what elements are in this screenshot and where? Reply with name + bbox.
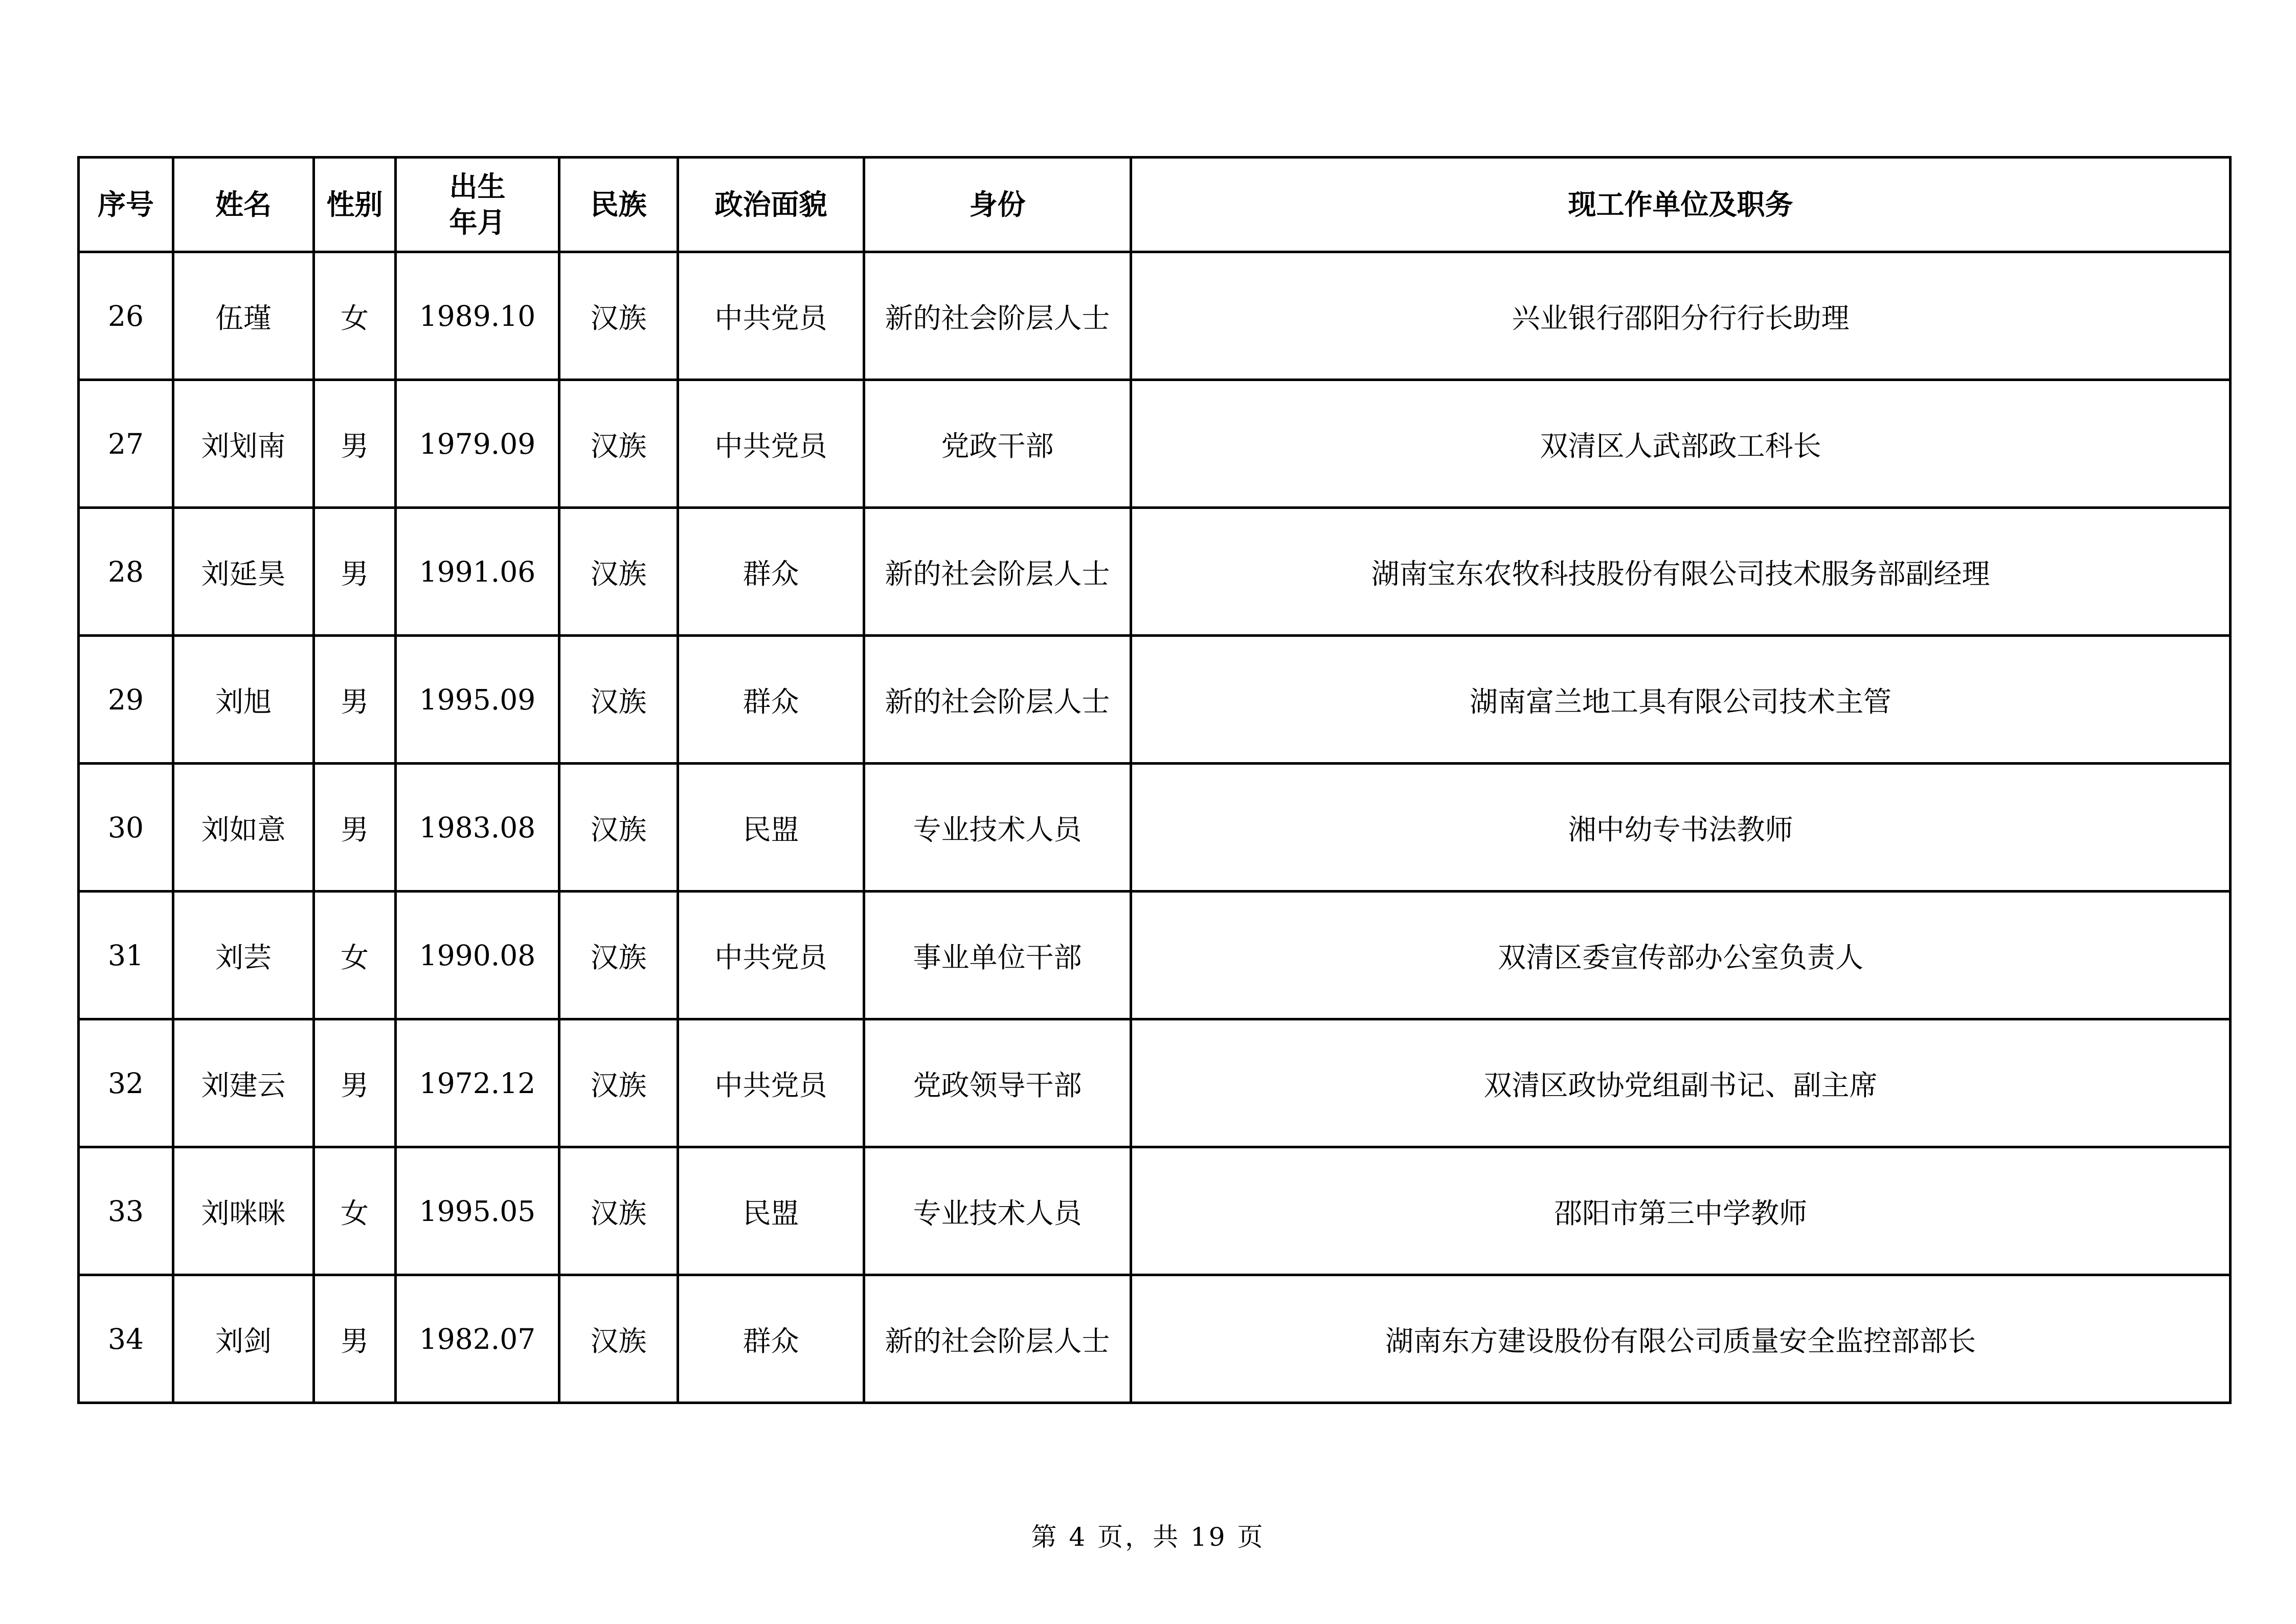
- cell-name: 刘建云: [173, 1019, 314, 1147]
- table-header-row: [79, 158, 2231, 252]
- header-identity: 身份: [864, 158, 1131, 252]
- cell-seq: 28: [79, 508, 173, 636]
- header-birth: [396, 158, 559, 252]
- cell-name: 刘旭: [173, 636, 314, 764]
- header-political: 政治面貌: [678, 158, 864, 252]
- header-seq: 序号: [79, 158, 173, 252]
- cell-name: 刘如意: [173, 764, 314, 892]
- cell-ethnicity: 汉族: [559, 508, 678, 636]
- cell-birth: 1991.06: [396, 508, 559, 636]
- cell-identity: 专业技术人员: [864, 1147, 1131, 1275]
- header-gender: 性别: [314, 158, 396, 252]
- cell-seq: 29: [79, 636, 173, 764]
- cell-identity: 党政领导干部: [864, 1019, 1131, 1147]
- table-row: [79, 636, 2231, 764]
- cell-workplace: 湖南富兰地工具有限公司技术主管: [1131, 636, 2231, 764]
- cell-political: 民盟: [678, 764, 864, 892]
- header-workplace: 现工作单位及职务: [1131, 158, 2231, 252]
- cell-political: 民盟: [678, 1147, 864, 1275]
- member-roster-table: [77, 156, 2232, 1404]
- cell-identity: 新的社会阶层人士: [864, 636, 1131, 764]
- cell-political: 中共党员: [678, 380, 864, 508]
- cell-workplace: 双清区人武部政工科长: [1131, 380, 2231, 508]
- table-row: [79, 764, 2231, 892]
- header-name: 姓名: [173, 158, 314, 252]
- cell-gender: 女: [314, 1147, 396, 1275]
- cell-identity: 党政干部: [864, 380, 1131, 508]
- cell-identity: 专业技术人员: [864, 764, 1131, 892]
- cell-seq: 31: [79, 892, 173, 1019]
- cell-identity: 新的社会阶层人士: [864, 252, 1131, 380]
- cell-name: 刘延昊: [173, 508, 314, 636]
- cell-political: 中共党员: [678, 892, 864, 1019]
- cell-workplace: 湖南宝东农牧科技股份有限公司技术服务部副经理: [1131, 508, 2231, 636]
- cell-seq: 34: [79, 1275, 173, 1403]
- cell-workplace: 湘中幼专书法教师: [1131, 764, 2231, 892]
- cell-birth: 1989.10: [396, 252, 559, 380]
- cell-political: 中共党员: [678, 252, 864, 380]
- table-row: [79, 1147, 2231, 1275]
- cell-seq: 30: [79, 764, 173, 892]
- header-birth-line2: 年月: [449, 206, 506, 239]
- cell-gender: 男: [314, 764, 396, 892]
- cell-workplace: 双清区委宣传部办公室负责人: [1131, 892, 2231, 1019]
- cell-gender: 女: [314, 892, 396, 1019]
- cell-ethnicity: 汉族: [559, 764, 678, 892]
- cell-ethnicity: 汉族: [559, 252, 678, 380]
- cell-workplace: 兴业银行邵阳分行行长助理: [1131, 252, 2231, 380]
- cell-birth: 1983.08: [396, 764, 559, 892]
- table-row: [79, 252, 2231, 380]
- cell-workplace: 双清区政协党组副书记、副主席: [1131, 1019, 2231, 1147]
- cell-name: 刘剑: [173, 1275, 314, 1403]
- cell-birth: 1972.12: [396, 1019, 559, 1147]
- cell-seq: 32: [79, 1019, 173, 1147]
- page-number-footer: 第 4 页，共 19 页: [1031, 1522, 1265, 1552]
- cell-birth: 1995.09: [396, 636, 559, 764]
- cell-name: 刘咪咪: [173, 1147, 314, 1275]
- cell-gender: 男: [314, 1019, 396, 1147]
- table-row: [79, 508, 2231, 636]
- cell-gender: 男: [314, 380, 396, 508]
- cell-identity: 事业单位干部: [864, 892, 1131, 1019]
- cell-seq: 26: [79, 252, 173, 380]
- cell-identity: 新的社会阶层人士: [864, 1275, 1131, 1403]
- cell-political: 群众: [678, 1275, 864, 1403]
- table-row: [79, 1275, 2231, 1403]
- cell-ethnicity: 汉族: [559, 892, 678, 1019]
- table-row: [79, 380, 2231, 508]
- header-birth-line1: 出生: [449, 170, 506, 203]
- cell-gender: 男: [314, 508, 396, 636]
- cell-gender: 男: [314, 636, 396, 764]
- cell-ethnicity: 汉族: [559, 1275, 678, 1403]
- table-row: [79, 1019, 2231, 1147]
- cell-birth: 1982.07: [396, 1275, 559, 1403]
- cell-name: 刘划南: [173, 380, 314, 508]
- cell-ethnicity: 汉族: [559, 380, 678, 508]
- cell-workplace: 湖南东方建设股份有限公司质量安全监控部部长: [1131, 1275, 2231, 1403]
- cell-political: 群众: [678, 636, 864, 764]
- cell-birth: 1995.05: [396, 1147, 559, 1275]
- cell-ethnicity: 汉族: [559, 1147, 678, 1275]
- cell-birth: 1990.08: [396, 892, 559, 1019]
- cell-political: 中共党员: [678, 1019, 864, 1147]
- table-row: [79, 892, 2231, 1019]
- cell-ethnicity: 汉族: [559, 1019, 678, 1147]
- cell-gender: 男: [314, 1275, 396, 1403]
- cell-name: 刘芸: [173, 892, 314, 1019]
- cell-ethnicity: 汉族: [559, 636, 678, 764]
- cell-political: 群众: [678, 508, 864, 636]
- cell-seq: 33: [79, 1147, 173, 1275]
- cell-identity: 新的社会阶层人士: [864, 508, 1131, 636]
- header-ethnicity: 民族: [559, 158, 678, 252]
- cell-name: 伍瑾: [173, 252, 314, 380]
- cell-birth: 1979.09: [396, 380, 559, 508]
- cell-seq: 27: [79, 380, 173, 508]
- cell-workplace: 邵阳市第三中学教师: [1131, 1147, 2231, 1275]
- cell-gender: 女: [314, 252, 396, 380]
